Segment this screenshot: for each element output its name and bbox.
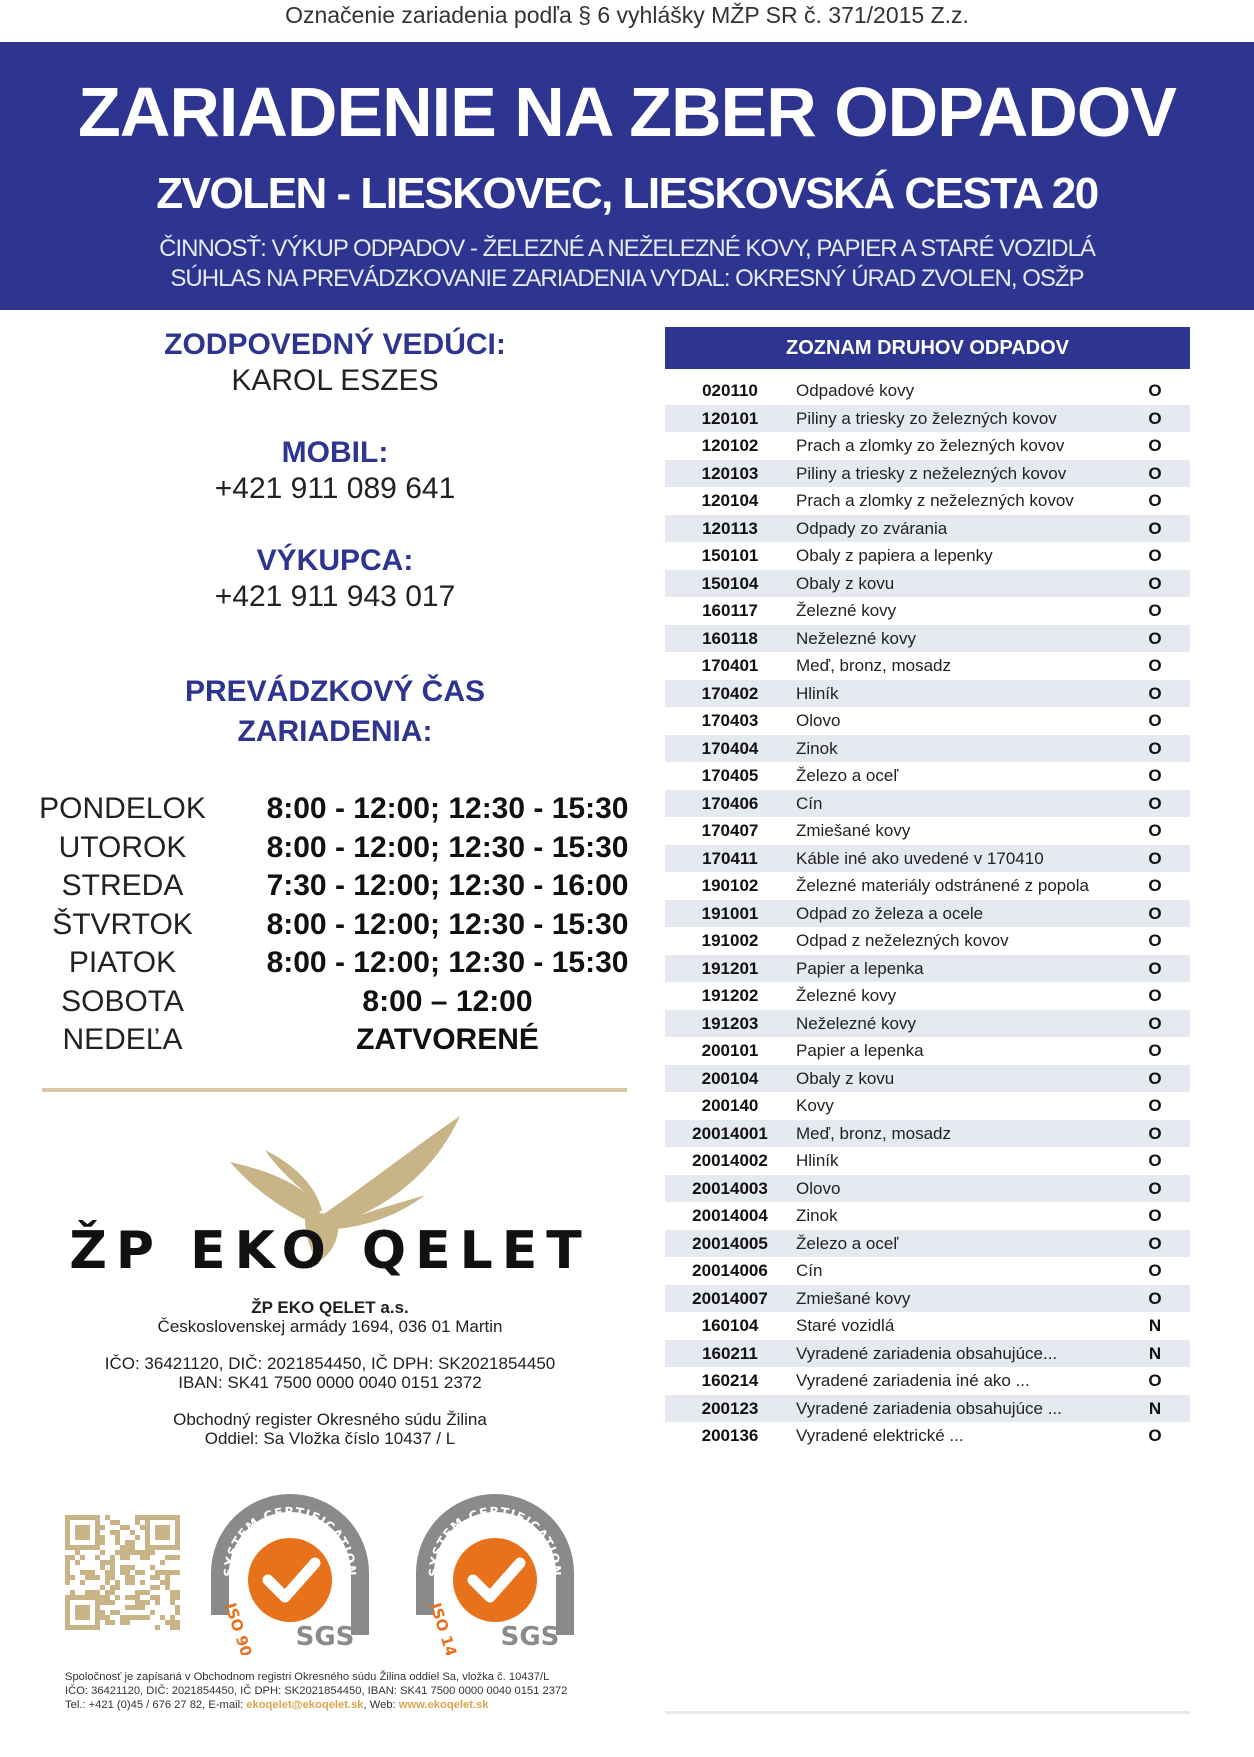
- waste-category: O: [1148, 793, 1162, 813]
- table-row: [665, 1092, 1190, 1120]
- waste-category: O: [1148, 958, 1162, 978]
- waste-description: Vyradené elektrické ...: [796, 1426, 964, 1445]
- waste-category: O: [1148, 381, 1162, 400]
- permit-text: SÚHLAS NA PREVÁDZKOVANIE ZARIADENIA VYDAL: OKRESNÝ ÚRAD ZVOLEN, OSŽP: [170, 265, 1084, 292]
- location-subtitle: ZVOLEN - LIESKOVEC, LIESKOVSKÁ CESTA 20: [156, 169, 1098, 218]
- waste-code: 200101: [701, 1041, 759, 1060]
- table-row: [665, 790, 1190, 818]
- hours-title-line1: PREVÁDZKOVÝ ČAS: [184, 675, 486, 708]
- waste-code: 20014007: [692, 1288, 768, 1308]
- iso-14001-certification-badge: [410, 1485, 580, 1655]
- waste-category: O: [1148, 738, 1162, 758]
- waste-description: Prach a zlomky zo železných kovov: [796, 436, 1065, 455]
- table-row: [665, 515, 1190, 543]
- waste-category: N: [1148, 1316, 1162, 1335]
- footer-line-registry: Spoločnosť je zapísaná v Obchodnom registri Okresného súdu Žilina oddiel Sa, vložka č. 10437/L: [65, 1671, 550, 1683]
- hours-row: [30, 869, 640, 908]
- waste-code: 200123: [701, 1398, 759, 1418]
- company-address: Československej armády 1694, 036 01 Martin: [157, 1317, 503, 1336]
- waste-code: 150101: [701, 546, 759, 565]
- waste-description: Piliny a triesky z neželezných kovov: [796, 463, 1067, 483]
- table-row: [665, 1010, 1190, 1038]
- waste-category: O: [1148, 1206, 1162, 1225]
- table-row: [665, 1202, 1190, 1230]
- footer-legal: [65, 1670, 625, 1712]
- hours-time: 8:00 – 12:00: [362, 984, 533, 1018]
- waste-category: N: [1148, 1398, 1162, 1418]
- waste-code: 160117: [702, 601, 758, 620]
- waste-category: O: [1148, 491, 1162, 510]
- waste-code: 20014006: [692, 1261, 768, 1280]
- waste-code: 170402: [701, 683, 759, 703]
- waste-code: 200136: [701, 1426, 759, 1445]
- waste-category: N: [1148, 1343, 1162, 1363]
- waste-code: 200104: [701, 1068, 759, 1088]
- iso-9001-certification-badge: [205, 1485, 375, 1655]
- table-row: [665, 1340, 1190, 1368]
- hours-row: [30, 831, 640, 870]
- waste-category: O: [1148, 1371, 1162, 1390]
- waste-category: O: [1148, 463, 1162, 483]
- waste-code: 170403: [701, 711, 759, 730]
- waste-category: O: [1148, 1151, 1162, 1170]
- regulation-note: Označenie zariadenia podľa § 6 vyhlášky MŽP SR č. 371/2015 Z.z.: [285, 2, 969, 28]
- hours-day: ŠTVRTOK: [52, 907, 193, 941]
- waste-category: O: [1148, 1178, 1162, 1198]
- company-iban: IBAN: SK41 7500 0000 0040 0151 2372: [178, 1373, 482, 1392]
- table-row: [665, 900, 1190, 928]
- waste-code: 120103: [701, 463, 759, 483]
- table-row: [665, 680, 1190, 708]
- table-row: [665, 955, 1190, 983]
- waste-description: Železné materiály odstránené z popola: [796, 876, 1089, 895]
- waste-description: Odpady zo zvárania: [796, 518, 948, 538]
- hours-day: NEDEĽA: [62, 1023, 183, 1056]
- waste-code: 200140: [701, 1096, 759, 1115]
- waste-category: O: [1148, 408, 1162, 428]
- cert-brand: SGS: [500, 1622, 560, 1652]
- company-register: Obchodný register Okresného súdu Žilina: [173, 1410, 487, 1429]
- waste-code: 20014002: [692, 1151, 768, 1170]
- waste-category: O: [1148, 628, 1162, 648]
- waste-category: O: [1148, 573, 1162, 593]
- hours-day: STREDA: [61, 869, 184, 902]
- waste-code: 170406: [701, 793, 759, 813]
- hours-row: [30, 792, 640, 831]
- hours-day: PONDELOK: [39, 792, 206, 825]
- waste-code: 120102: [701, 436, 759, 455]
- hours-time: 8:00 - 12:00; 12:30 - 15:30: [266, 946, 629, 979]
- cert-standard: ISO 14001: [426, 1600, 471, 1655]
- qr-code-icon: [65, 1515, 180, 1630]
- waste-description: Cín: [796, 1261, 823, 1280]
- table-row: [665, 872, 1190, 900]
- table-row: [665, 845, 1190, 873]
- manager-name: KAROL ESZES: [231, 364, 439, 397]
- hours-row: [30, 985, 640, 1024]
- waste-description: Kovy: [796, 1096, 834, 1115]
- waste-code: 160214: [701, 1371, 759, 1390]
- waste-code: 20014005: [692, 1233, 768, 1253]
- waste-list: [665, 327, 1190, 1450]
- waste-description: Papier a lepenka: [796, 958, 924, 978]
- waste-description: Zmiešané kovy: [796, 821, 911, 840]
- hours-time: 8:00 - 12:00; 12:30 - 15:30: [266, 907, 629, 941]
- waste-code: 170411: [702, 848, 758, 868]
- waste-category: O: [1148, 1288, 1162, 1308]
- waste-code: 160118: [702, 628, 758, 648]
- waste-category: O: [1148, 656, 1162, 675]
- waste-category: O: [1148, 683, 1162, 703]
- waste-category: O: [1148, 1041, 1162, 1060]
- table-row: [665, 1285, 1190, 1313]
- footer-line-contact: Tel.: +421 (0)45 / 676 27 82, E-mail: ekoqelet@ekoqelet.sk, Web: www.ekoqelet.sk: [65, 1699, 489, 1711]
- table-row: [665, 762, 1190, 790]
- waste-category: O: [1148, 601, 1162, 620]
- waste-code: 170405: [701, 766, 759, 785]
- waste-description: Odpad zo železa a ocele: [796, 903, 984, 923]
- table-row: [665, 460, 1190, 488]
- table-row: [665, 405, 1190, 433]
- table-row: [665, 570, 1190, 598]
- company-name: ŽP EKO QELET a.s.: [251, 1298, 409, 1317]
- activity-text: ČINNOSŤ: VÝKUP ODPADOV - ŽELEZNÉ A NEŽELEZNÉ KOVY, PAPIER A STARÉ VOZIDLÁ: [159, 235, 1095, 262]
- waste-description: Zinok: [796, 1206, 838, 1225]
- table-row: [665, 377, 1190, 405]
- waste-description: Prach a zlomky z neželezných kovov: [796, 491, 1074, 510]
- waste-description: Odpadové kovy: [796, 381, 915, 400]
- waste-code: 120113: [702, 518, 758, 538]
- table-row: [665, 735, 1190, 763]
- waste-description: Káble iné ako uvedené v 170410: [796, 848, 1044, 868]
- waste-category: O: [1148, 1013, 1162, 1033]
- waste-description: Železné kovy: [796, 601, 897, 620]
- mobile-number: +421 911 089 641: [214, 472, 456, 505]
- waste-code: 120104: [701, 491, 759, 510]
- table-row: [665, 1065, 1190, 1093]
- footer-line-ids: IČO: 36421120, DIČ: 2021854450, IČ DPH: SK2021854450, IBAN: SK41 7500 0000 0040 0151 2372: [65, 1685, 568, 1697]
- waste-description: Vyradené zariadenia obsahujúce...: [796, 1343, 1058, 1363]
- waste-code: 190102: [701, 876, 759, 895]
- page-title: ZARIADENIE NA ZBER ODPADOV: [78, 73, 1176, 151]
- divider: [665, 1711, 1190, 1714]
- waste-category: O: [1148, 766, 1162, 785]
- hours-title-line2: ZARIADENIA:: [237, 715, 433, 748]
- company-register-section: Oddiel: Sa Vložka číslo 10437 / L: [204, 1429, 456, 1448]
- header-banner: [0, 42, 1254, 310]
- table-row: [665, 982, 1190, 1010]
- company-ids: IČO: 36421120, DIČ: 2021854450, IČ DPH: SK2021854450: [104, 1354, 556, 1373]
- waste-code: 170404: [701, 738, 759, 758]
- waste-description: Meď, bronz, mosadz: [796, 656, 952, 675]
- cert-brand: SGS: [295, 1622, 355, 1652]
- waste-category: O: [1148, 1068, 1162, 1088]
- waste-description: Obaly z kovu: [796, 573, 895, 593]
- waste-category: O: [1148, 848, 1162, 868]
- table-row: [665, 625, 1190, 653]
- waste-description: Železo a oceľ: [796, 766, 899, 785]
- hours-row: [30, 908, 640, 947]
- logo-wordmark: ŽP EKO QELET: [69, 1221, 591, 1281]
- waste-code: 191202: [701, 986, 759, 1005]
- waste-code: 120101: [701, 408, 759, 428]
- waste-description: Neželezné kovy: [796, 1013, 917, 1033]
- waste-description: Hliník: [796, 1151, 839, 1170]
- hours-day: PIATOK: [68, 946, 177, 979]
- waste-description: Meď, bronz, mosadz: [796, 1123, 952, 1143]
- table-row: [665, 1395, 1190, 1423]
- waste-code: 160104: [701, 1316, 759, 1335]
- cert-ring-text: SYSTEM CERTIFICATION: [425, 1503, 565, 1577]
- waste-code: 191203: [701, 1013, 759, 1033]
- waste-description: Zinok: [796, 738, 838, 758]
- waste-code: 20014004: [692, 1206, 768, 1225]
- buyer-label: VÝKUPCA:: [256, 544, 414, 577]
- cert-standard: ISO 9001: [221, 1600, 262, 1655]
- waste-description: Olovo: [796, 711, 841, 730]
- waste-category: O: [1148, 821, 1162, 840]
- waste-category: O: [1148, 1261, 1162, 1280]
- hours-row: [30, 1023, 640, 1062]
- table-row: [665, 927, 1190, 955]
- opening-hours-table: [30, 792, 640, 1062]
- table-row: [665, 1175, 1190, 1203]
- waste-code: 020110: [702, 381, 758, 400]
- table-row: [665, 707, 1190, 735]
- table-row: [665, 1230, 1190, 1258]
- waste-category: O: [1148, 711, 1162, 730]
- waste-description: Staré vozidlá: [796, 1316, 895, 1335]
- table-row: [665, 1120, 1190, 1148]
- table-row: [665, 1367, 1190, 1395]
- table-row: [665, 542, 1190, 570]
- hours-time: 8:00 - 12:00; 12:30 - 15:30: [266, 792, 629, 825]
- waste-code: 191201: [701, 958, 759, 978]
- table-row: [665, 487, 1190, 515]
- divider: [42, 1088, 627, 1092]
- waste-category: O: [1148, 546, 1162, 565]
- waste-description: Obaly z kovu: [796, 1068, 895, 1088]
- hours-time: 7:30 - 12:00; 12:30 - 16:00: [266, 869, 629, 902]
- waste-description: Papier a lepenka: [796, 1041, 924, 1060]
- waste-category: O: [1148, 436, 1162, 455]
- waste-description: Piliny a triesky zo železných kovov: [796, 408, 1057, 428]
- waste-description: Železo a oceľ: [796, 1233, 899, 1253]
- hours-time: 8:00 - 12:00; 12:30 - 15:30: [266, 830, 629, 864]
- waste-description: Vyradené zariadenia iné ako ...: [796, 1371, 1030, 1390]
- waste-category: O: [1148, 1096, 1162, 1115]
- table-row: [665, 1257, 1190, 1285]
- waste-description: Vyradené zariadenia obsahujúce ...: [796, 1398, 1062, 1418]
- waste-list-header: ZOZNAM DRUHOV ODPADOV: [665, 327, 1190, 369]
- waste-category: O: [1148, 903, 1162, 923]
- table-row: [665, 652, 1190, 680]
- waste-code: 160211: [702, 1343, 758, 1363]
- waste-category: O: [1148, 986, 1162, 1005]
- hours-row: [30, 946, 640, 985]
- buyer-number: +421 911 943 017: [214, 580, 456, 613]
- hours-day: SOBOTA: [61, 984, 184, 1018]
- waste-description: Olovo: [796, 1178, 841, 1198]
- waste-code: 20014001: [692, 1123, 768, 1143]
- table-row: [665, 1037, 1190, 1065]
- waste-description: Obaly z papiera a lepenky: [796, 546, 993, 565]
- web-link[interactable]: www.ekoqelet.sk: [398, 1699, 489, 1711]
- waste-category: O: [1148, 931, 1162, 950]
- waste-code: 150104: [701, 573, 759, 593]
- waste-category: O: [1148, 518, 1162, 538]
- waste-description: Zmiešané kovy: [796, 1288, 911, 1308]
- company-info: [60, 1298, 600, 1448]
- waste-category: O: [1148, 876, 1162, 895]
- mobile-label: MOBIL:: [281, 436, 389, 469]
- table-row: [665, 817, 1190, 845]
- waste-description: Odpad z neželezných kovov: [796, 931, 1009, 950]
- hours-time: ZATVORENÉ: [356, 1023, 539, 1056]
- cert-ring-text: SYSTEM CERTIFICATION: [220, 1503, 360, 1577]
- contacts-section: [30, 310, 630, 752]
- waste-code: 170407: [701, 821, 759, 840]
- waste-code: 191002: [701, 931, 759, 950]
- waste-description: Cín: [796, 793, 823, 813]
- waste-description: Neželezné kovy: [796, 628, 917, 648]
- company-logo: [60, 1110, 600, 1290]
- manager-label: ZODPOVEDNÝ VEDÚCI:: [164, 328, 506, 361]
- hours-day: UTOROK: [58, 830, 187, 864]
- waste-code: 170401: [701, 656, 759, 675]
- table-row: [665, 597, 1190, 625]
- waste-code: 191001: [701, 903, 759, 923]
- table-row: [665, 1147, 1190, 1175]
- email-link[interactable]: ekoqelet@ekoqelet.sk: [246, 1699, 364, 1711]
- waste-code: 20014003: [692, 1178, 768, 1198]
- waste-category: O: [1148, 1426, 1162, 1445]
- table-row: [665, 432, 1190, 460]
- waste-category: O: [1148, 1123, 1162, 1143]
- waste-list-rows: [665, 377, 1190, 1450]
- waste-category: O: [1148, 1233, 1162, 1253]
- waste-description: Železné kovy: [796, 986, 897, 1005]
- waste-description: Hliník: [796, 683, 839, 703]
- table-row: [665, 1312, 1190, 1340]
- table-row: [665, 1422, 1190, 1450]
